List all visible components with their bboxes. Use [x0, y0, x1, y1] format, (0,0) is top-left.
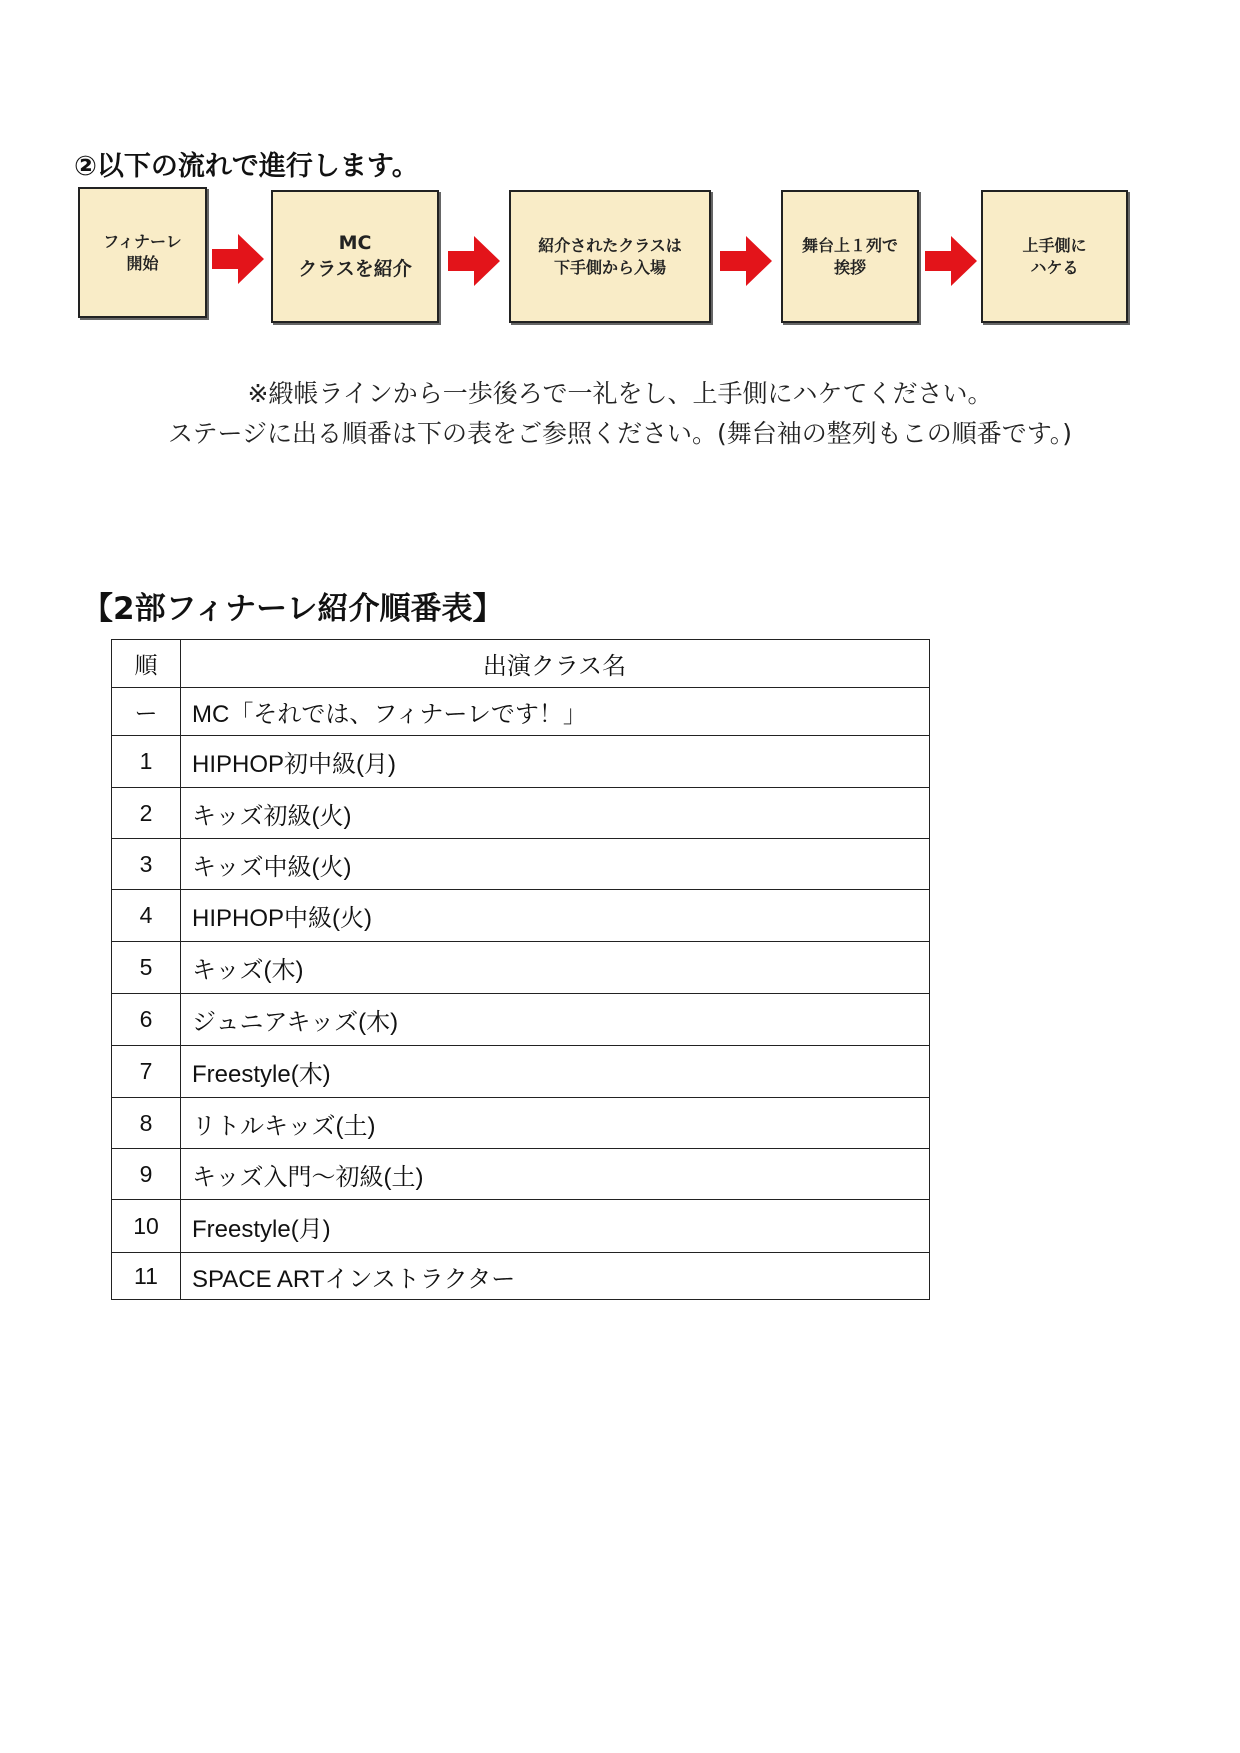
row-class-name: MC「それでは、フィナーレです！」: [181, 688, 930, 736]
row-order: 2: [112, 788, 181, 839]
row-class-name: リトルキッズ(土): [181, 1098, 930, 1149]
note-stage-order: ステージに出る順番は下の表をご参照ください。(舞台袖の整列もこの順番です。): [167, 419, 1072, 448]
table-row: [112, 839, 930, 890]
flow-step-finale-start: フィナーレ 開始: [78, 187, 207, 318]
table-header-row: [112, 640, 930, 688]
table-row: [112, 1046, 930, 1098]
row-class-name: SPACE ARTインストラクター: [181, 1253, 930, 1300]
row-class-name: HIPHOP初中級(月): [181, 736, 930, 788]
row-class-name: Freestyle(木): [181, 1046, 930, 1098]
row-class-name: Freestyle(月): [181, 1200, 930, 1253]
row-order: 11: [112, 1253, 181, 1300]
row-order: 4: [112, 890, 181, 942]
row-order: 8: [112, 1098, 181, 1149]
table-row: [112, 688, 930, 736]
flow-step-mc-introduce: MC クラスを紹介: [271, 190, 439, 323]
row-order: 5: [112, 942, 181, 994]
row-order: 3: [112, 839, 181, 890]
arrow-right-icon: [448, 236, 500, 286]
table-row: [112, 788, 930, 839]
arrow-right-icon: [212, 234, 264, 284]
note-bow-and-exit: ※緞帳ラインから一歩後ろで一礼をし、上手側にハケてください。: [247, 379, 993, 408]
arrow-right-icon: [925, 236, 977, 286]
row-class-name: ジュニアキッズ(木): [181, 994, 930, 1046]
row-class-name: キッズ入門〜初級(土): [181, 1149, 930, 1200]
row-class-name: HIPHOP中級(火): [181, 890, 930, 942]
row-class-name: キッズ中級(火): [181, 839, 930, 890]
table-row: [112, 1098, 930, 1149]
row-order: 1: [112, 736, 181, 788]
row-order: 7: [112, 1046, 181, 1098]
row-order: 6: [112, 994, 181, 1046]
row-order: ー: [112, 688, 181, 736]
row-class-name: キッズ初級(火): [181, 788, 930, 839]
table-row: [112, 994, 930, 1046]
row-order: 10: [112, 1200, 181, 1253]
flow-step-greeting: 舞台上１列で 挨拶: [781, 190, 919, 323]
row-class-name: キッズ(木): [181, 942, 930, 994]
arrow-right-icon: [720, 236, 772, 286]
flow-diagram: [0, 0, 1240, 340]
table-row: [112, 736, 930, 788]
order-column-header: 順: [112, 640, 181, 688]
finale-order-table: [111, 639, 930, 1300]
class-name-column-header: 出演クラス名: [181, 640, 930, 688]
flow-step-exit-right: 上手側に ハケる: [981, 190, 1128, 323]
table-row: [112, 942, 930, 994]
table-title: 【2部フィナーレ紹介順番表】: [82, 591, 504, 627]
row-order: 9: [112, 1149, 181, 1200]
table-row: [112, 890, 930, 942]
section-heading: ②以下の流れで進行します。: [74, 151, 419, 182]
table-row: [112, 1149, 930, 1200]
flow-step-enter-from-left: 紹介されたクラスは 下手側から入場: [509, 190, 711, 323]
table-row: [112, 1200, 930, 1253]
table-row: [112, 1253, 930, 1300]
